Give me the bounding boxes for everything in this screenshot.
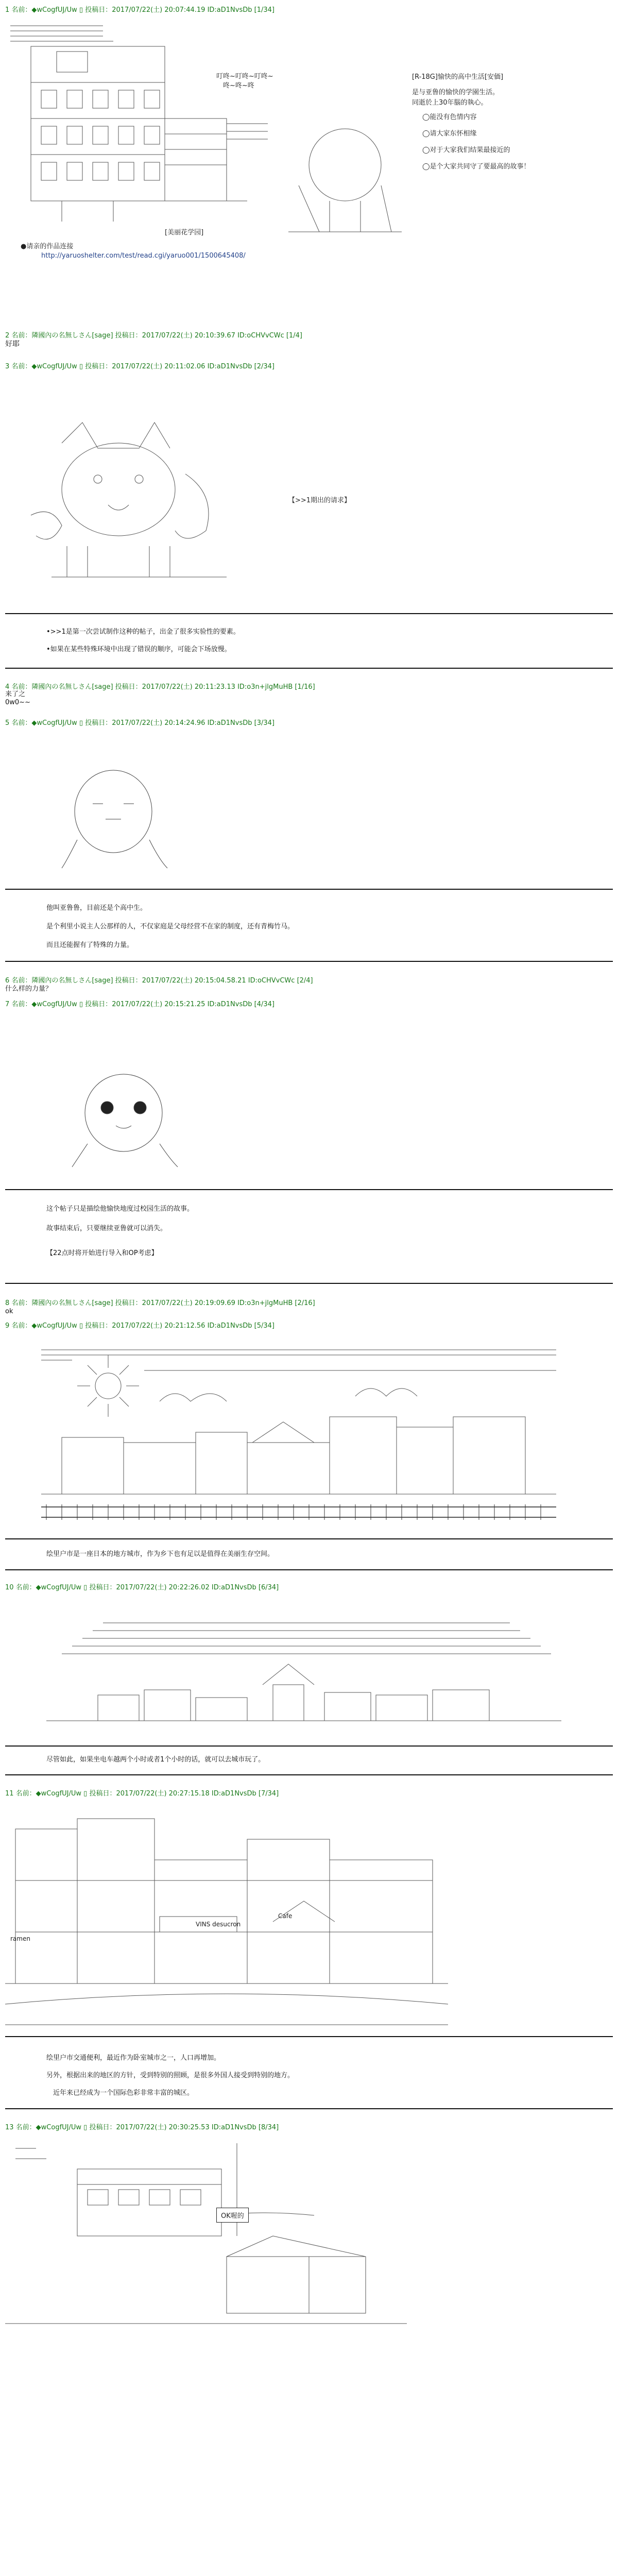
- post-header-3: 3 名前：◆wCogfUJ/Uw ▯ 投稿日：2017/07/22(土) 20:11:02.06 ID:aD1NvsDb [2/34]: [5, 363, 274, 370]
- text-line: 【22点时将开始进行导入和OP考虑】: [46, 1249, 158, 1257]
- reference-label: ●请亲的作品连接: [21, 243, 74, 250]
- thread-tag: [R-18G]愉快的高中生活[安価]: [412, 73, 504, 81]
- post-text-11: [46, 2049, 294, 2102]
- divider: [5, 668, 613, 669]
- divider: [5, 961, 613, 962]
- text-line: 这个帖子只是描绘他愉快地度过校园生活的故事。: [46, 1205, 194, 1213]
- text-line: 而且还能握有了特殊的力量。: [46, 941, 134, 949]
- post-header-11: 11 名前：◆wCogfUJ/Uw ▯ 投稿日：2017/07/22(土) 20:27:15.18 ID:aD1NvsDb [7/34]: [5, 1790, 279, 1798]
- cafe-sign: Cafe: [278, 1912, 293, 1920]
- creature-drawing: [21, 412, 247, 598]
- post-header-4: 4 名前：隣國內の名無しさん[sage] 投稿日：2017/07/22(土) 20:11:23.13 ID:o3n+jlgMuHB [1/16]: [5, 683, 315, 691]
- post-header-6: 6 名前：隣國內の名無しさん[sage] 投稿日：2017/07/22(土) 20:15:04.58.21 ID:oCHVvCWc [2/4]: [5, 977, 313, 985]
- ok-label-box: OK喔的: [216, 2208, 249, 2223]
- sun: [77, 1355, 139, 1417]
- street-drawing: [5, 1798, 453, 2030]
- thread-info: [412, 72, 613, 172]
- option-item: ◯是个大家共同守了要最高的故事！: [422, 163, 530, 171]
- divider: [5, 1538, 613, 1539]
- school-building-drawing: [10, 15, 278, 232]
- shop-sign: VINS desucron: [196, 1921, 241, 1928]
- post-text-10: 尽管如此，如果坐电车越两个小时或者1个小时的话，就可以去城市玩了。: [46, 1756, 265, 1764]
- divider: [5, 2036, 613, 2037]
- option-item: ◯请大家东怀相缘: [422, 130, 477, 138]
- text-line: 绘里户市交通便利，最近作为卧室城市之一，人口再增加。: [46, 2054, 221, 2062]
- option-item: ◯对于大家我们结果最接近的: [422, 146, 510, 154]
- post-text-3: [46, 623, 240, 658]
- post-header-1: 1 名前：◆wCogfUJ/Uw ▯ 投稿日：2017/07/22(土) 20:07:44.19 ID:aD1NvsDb [1/34]: [5, 6, 274, 14]
- face-drawing-2: [67, 1066, 185, 1170]
- post-header-2: 2 名前：隣國內の名無しさん[sage] 投稿日：2017/07/22(土) 20:10:39.67 ID:oCHVvCWc [1/4]: [5, 332, 302, 340]
- request-label: 【>>1期出的请求】: [288, 497, 351, 504]
- face-drawing: [57, 762, 175, 871]
- post-text-6: 什么样的力量？: [5, 985, 53, 993]
- text-line: 是个利里小说主人公那样的人，不仅家庭是父母经营不在家的制度，还有青梅竹马。: [46, 923, 295, 930]
- thread-intro: 是与亚鲁的愉快的学園生活。 同逝於上30年腦的執心。: [412, 89, 500, 107]
- text-line: •如果在某些特殊环境中出现了错误的顺序，可能会下场放慢。: [46, 646, 231, 653]
- post-header-13: 13 名前：◆wCogfUJ/Uw ▯ 投稿日：2017/07/22(土) 20:30:25.53 ID:aD1NvsDb [8/34]: [5, 2124, 279, 2131]
- ramen-sign: ramen: [10, 1935, 30, 1942]
- text-line: •>>1是第一次尝试制作这种的帖子，出金了很多实验性的要素。: [46, 628, 240, 636]
- text-line: 另外，根据出来的地区的方针，受到特别的照顾，是很多外国人接受到特别的地方。: [46, 2072, 295, 2079]
- divider: [5, 1774, 613, 1775]
- post-text-4: 来了之 0w0~~: [5, 690, 30, 706]
- post-text-7: [46, 1199, 194, 1263]
- divider: [5, 1745, 613, 1747]
- reference-note: [21, 242, 246, 261]
- school-label: [美丽花学园]: [165, 229, 204, 236]
- school-art: [10, 15, 278, 232]
- text-line: 近年来已经成为一个国际色彩非常丰富的城区。: [46, 2089, 194, 2097]
- skyline-drawing: [46, 1607, 561, 1741]
- divider: [5, 889, 613, 890]
- post-header-7: 7 名前：◆wCogfUJ/Uw ▯ 投稿日：2017/07/22(土) 20:15:21.25 ID:aD1NvsDb [4/34]: [5, 1001, 274, 1008]
- text-line: 他叫亚鲁鲁，目前还是个高中生。: [46, 904, 147, 912]
- divider: [5, 1189, 613, 1190]
- post-text-2: 好耶: [5, 340, 20, 348]
- tree-drawing: [288, 124, 402, 242]
- divider: [5, 613, 613, 614]
- thread-options: [412, 112, 613, 172]
- post-text-5: [46, 899, 294, 955]
- classroom-drawing: [5, 2138, 417, 2344]
- post-header-5: 5 名前：◆wCogfUJ/Uw ▯ 投稿日：2017/07/22(土) 20:14:24.96 ID:aD1NvsDb [3/34]: [5, 719, 274, 727]
- post-header-9: 9 名前：◆wCogfUJ/Uw ▯ 投稿日：2017/07/22(土) 20:21:12.56 ID:aD1NvsDb [5/34]: [5, 1322, 274, 1330]
- text-line: 故事结束后，只要继续亚鲁就可以消失。: [46, 1225, 167, 1232]
- divider: [5, 2108, 613, 2109]
- city-drawing: [41, 1340, 566, 1530]
- divider: [5, 1283, 613, 1284]
- bell-sound-text: 叮咚~叮咚~叮咚~ 咚~咚~咚: [216, 73, 273, 90]
- divider: [5, 1569, 613, 1570]
- post-header-8: 8 名前：隣國內の名無しさん[sage] 投稿日：2017/07/22(土) 20:19:09.69 ID:o3n+jlgMuHB [2/16]: [5, 1299, 315, 1307]
- post-text-9: 绘里户市是一座日本的地方城市，作为乡下也有足以是值得在美丽生存空间。: [46, 1550, 274, 1558]
- option-item: ◯能没有色情内容: [422, 113, 477, 121]
- post-text-8: ok: [5, 1308, 13, 1315]
- post-header-10: 10 名前：◆wCogfUJ/Uw ▯ 投稿日：2017/07/22(土) 20:22:26.02 ID:aD1NvsDb [6/34]: [5, 1584, 279, 1591]
- reference-link[interactable]: http://yaruoshelter.com/test/read.cgi/yaruo001/1500645408/: [41, 252, 246, 260]
